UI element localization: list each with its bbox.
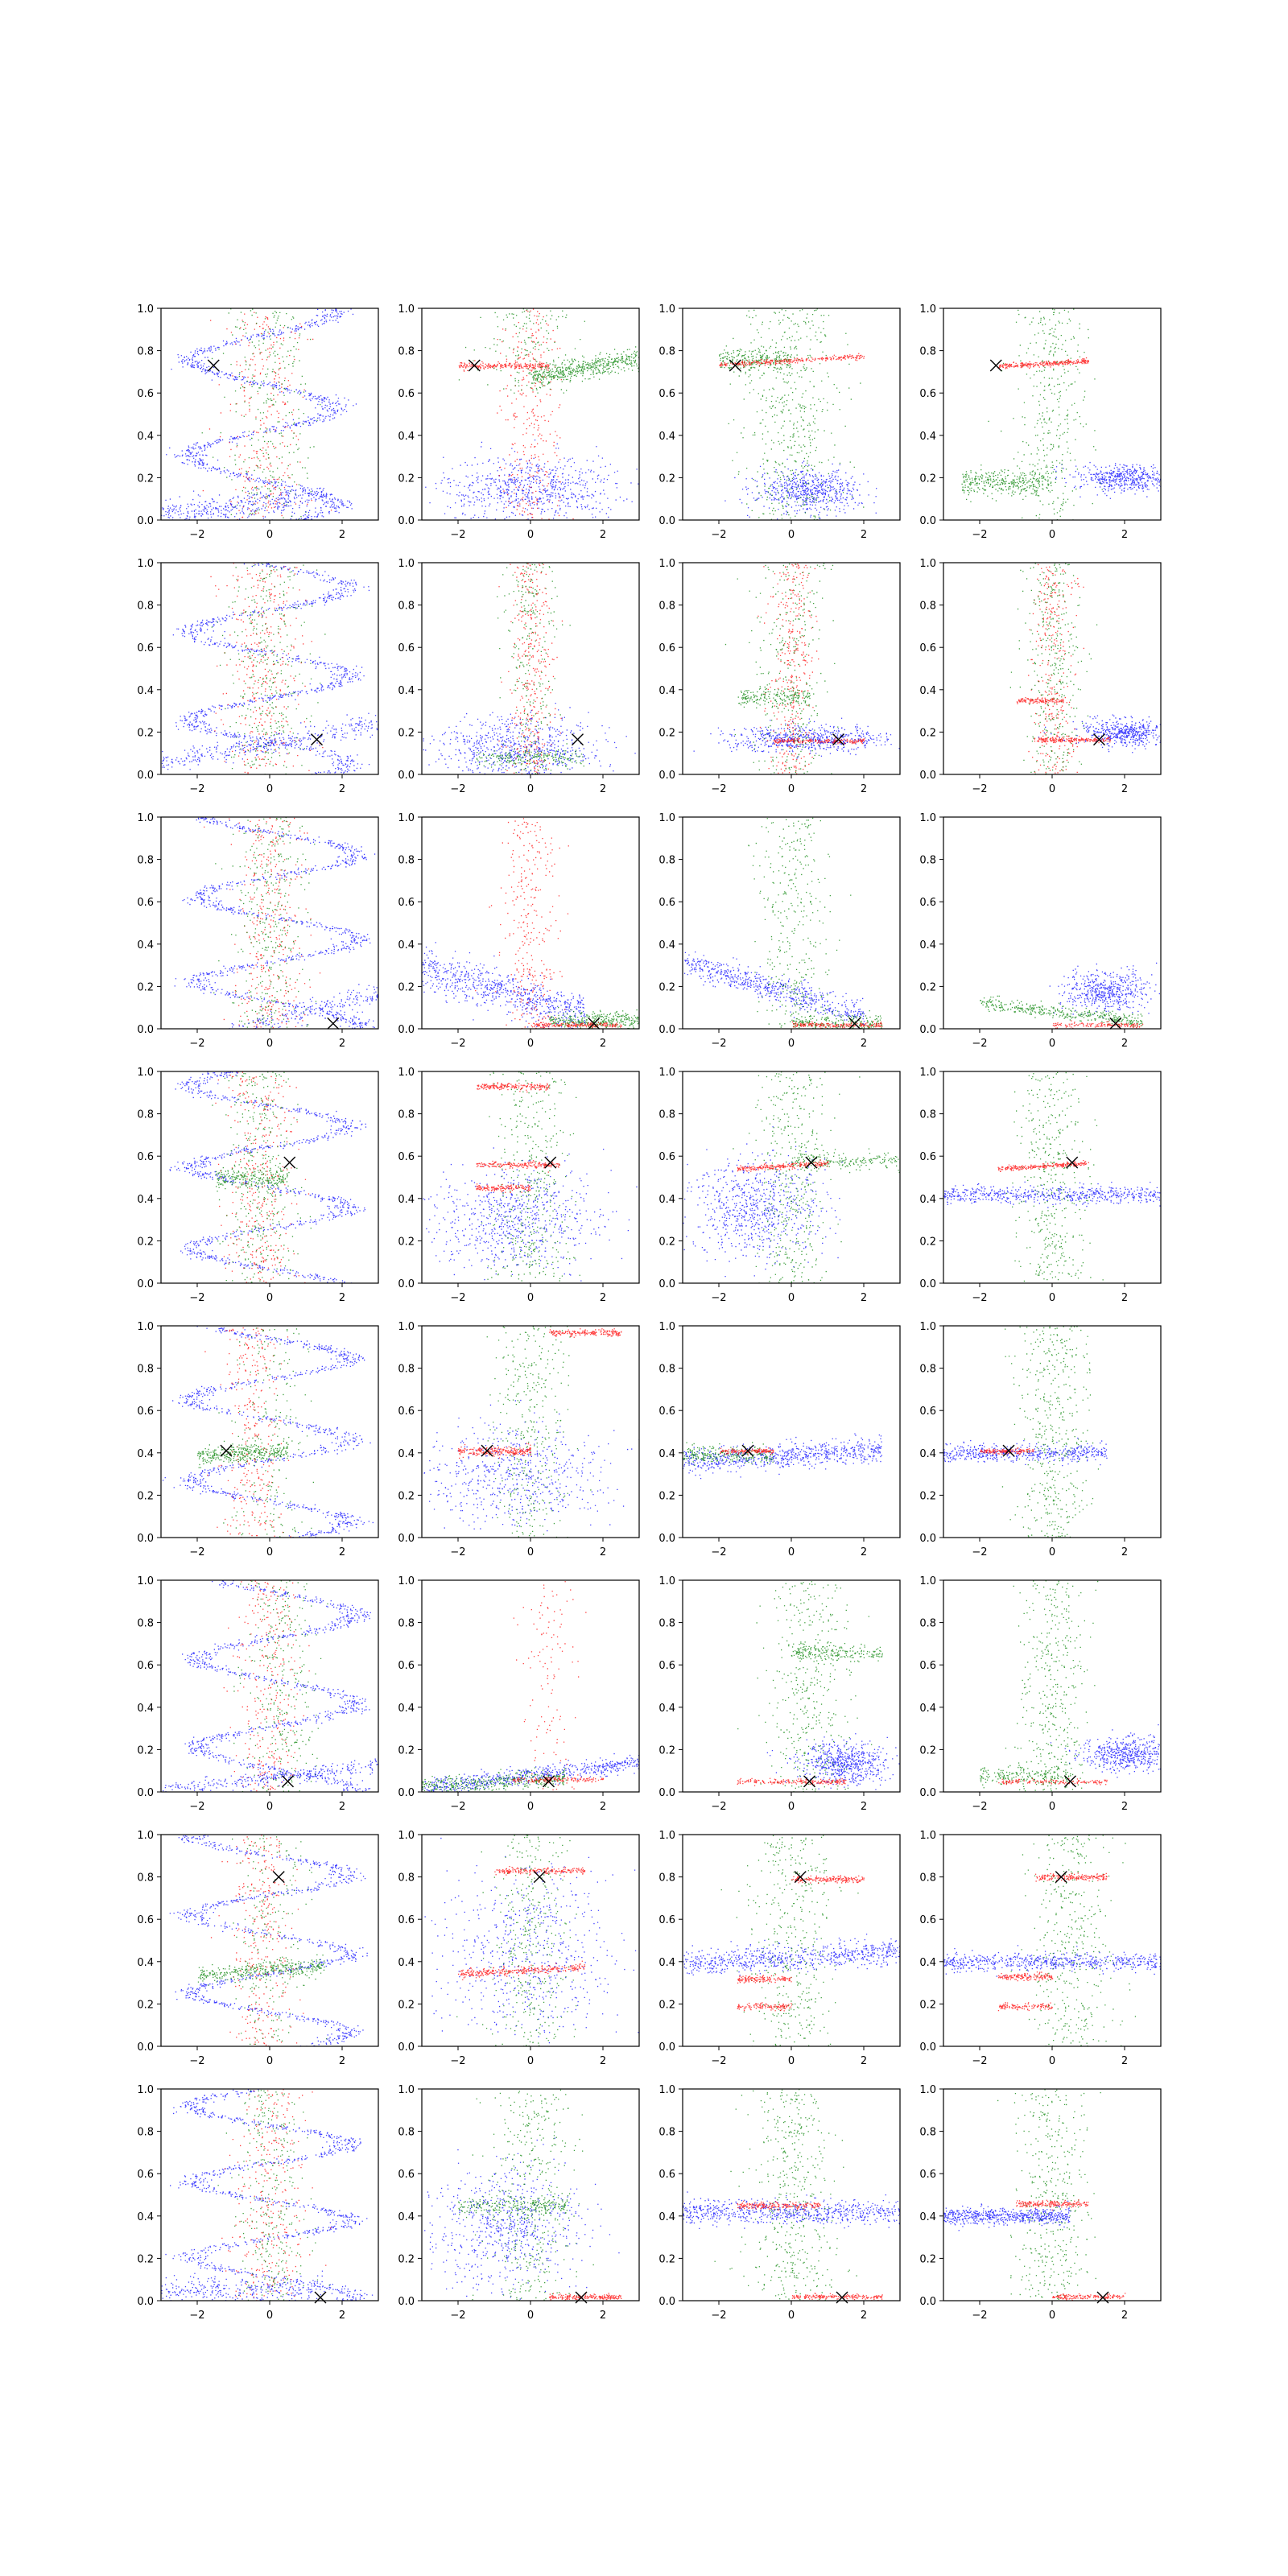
y-tick-label: 0.2 — [919, 727, 936, 740]
x-tick-label: 0 — [787, 783, 795, 795]
y-tick-label: 1.0 — [398, 2084, 415, 2096]
y-tick-label: 1.0 — [658, 1321, 675, 1333]
x-tick-label: −2 — [711, 1292, 727, 1304]
y-tick-label: 1.0 — [137, 2084, 154, 2096]
y-tick-label: 0.0 — [398, 1533, 415, 1545]
y-tick-label: 0.6 — [919, 1660, 936, 1673]
x-tick-label: 2 — [599, 783, 607, 795]
x-tick-label: 0 — [787, 529, 795, 541]
y-tick-label: 0.0 — [398, 770, 415, 782]
y-tick-label: 0.2 — [398, 1236, 415, 1249]
x-tick-label: 2 — [860, 1038, 868, 1050]
y-tick-label: 0.4 — [658, 684, 675, 697]
y-tick-label: 0.6 — [137, 1406, 154, 1418]
y-tick-label: 0.8 — [398, 1108, 415, 1121]
x-tick-label: 2 — [338, 2310, 346, 2322]
y-tick-label: 0.0 — [398, 2041, 415, 2054]
x-tick-label: 2 — [599, 1546, 607, 1558]
x-tick-label: 2 — [338, 1292, 346, 1304]
y-tick-label: 0.4 — [398, 939, 415, 952]
x-tick-label: −2 — [189, 1038, 205, 1050]
y-tick-label: 0.2 — [919, 2253, 936, 2266]
y-tick-label: 0.0 — [137, 1787, 154, 1799]
x-tick-label: 2 — [1121, 2055, 1129, 2067]
y-tick-label: 0.8 — [658, 2126, 675, 2139]
y-tick-label: 0.6 — [137, 1660, 154, 1673]
y-tick-label: 0.4 — [137, 430, 154, 443]
y-tick-label: 0.0 — [137, 515, 154, 527]
y-tick-label: 0.0 — [658, 515, 675, 527]
y-tick-label: 0.4 — [137, 1702, 154, 1715]
y-tick-label: 0.8 — [137, 2126, 154, 2139]
x-tick-label: −2 — [711, 2055, 727, 2067]
y-tick-label: 1.0 — [658, 812, 675, 824]
y-tick-label: 0.6 — [919, 1406, 936, 1418]
x-tick-label: 2 — [1121, 1292, 1129, 1304]
y-tick-label: 0.4 — [137, 939, 154, 952]
y-tick-label: 0.6 — [658, 1914, 675, 1927]
y-tick-label: 0.8 — [398, 1872, 415, 1885]
x-tick-label: 2 — [338, 1546, 346, 1558]
y-tick-label: 0.4 — [919, 1956, 936, 1969]
x-tick-label: 2 — [338, 529, 346, 541]
y-tick-label: 0.8 — [919, 600, 936, 613]
x-tick-label: 2 — [860, 1292, 868, 1304]
y-tick-label: 0.8 — [398, 345, 415, 358]
x-tick-label: −2 — [711, 1546, 727, 1558]
x-tick-label: 2 — [338, 2055, 346, 2067]
y-tick-label: 1.0 — [919, 812, 936, 824]
y-tick-label: 0.4 — [137, 1956, 154, 1969]
y-tick-label: 1.0 — [137, 1830, 154, 1842]
y-tick-label: 0.2 — [658, 727, 675, 740]
x-tick-label: 0 — [266, 1801, 274, 1813]
y-tick-label: 0.4 — [658, 430, 675, 443]
x-tick-label: 0 — [526, 783, 535, 795]
y-tick-label: 0.2 — [658, 1999, 675, 2012]
y-tick-label: 0.6 — [137, 897, 154, 910]
y-tick-label: 0.0 — [137, 2296, 154, 2308]
x-tick-label: 2 — [860, 2310, 868, 2322]
y-tick-label: 0.2 — [137, 1999, 154, 2012]
x-tick-label: 2 — [599, 2310, 607, 2322]
y-tick-label: 0.6 — [398, 897, 415, 910]
x-tick-label: 0 — [1048, 783, 1056, 795]
y-tick-label: 0.0 — [137, 1533, 154, 1545]
y-tick-label: 1.0 — [919, 2084, 936, 2096]
y-tick-label: 0.8 — [919, 854, 936, 867]
y-tick-label: 0.0 — [658, 1278, 675, 1290]
y-tick-label: 0.2 — [398, 473, 415, 485]
x-tick-label: 2 — [860, 1801, 868, 1813]
y-tick-label: 0.4 — [398, 684, 415, 697]
x-tick-label: 0 — [787, 1038, 795, 1050]
y-tick-label: 0.2 — [398, 2253, 415, 2266]
y-tick-label: 0.4 — [137, 1193, 154, 1206]
y-tick-label: 0.8 — [919, 1108, 936, 1121]
x-tick-label: 0 — [1048, 1292, 1056, 1304]
y-tick-label: 0.6 — [658, 388, 675, 401]
x-tick-label: 0 — [787, 1546, 795, 1558]
y-tick-label: 0.6 — [658, 642, 675, 655]
y-tick-label: 0.6 — [137, 388, 154, 401]
x-tick-label: −2 — [450, 2310, 466, 2322]
x-tick-label: −2 — [711, 1801, 727, 1813]
x-tick-label: −2 — [972, 529, 988, 541]
y-tick-label: 0.2 — [658, 473, 675, 485]
y-tick-label: 0.2 — [137, 1236, 154, 1249]
x-tick-label: 0 — [526, 1038, 535, 1050]
y-tick-label: 0.2 — [658, 1236, 675, 1249]
y-tick-label: 0.0 — [658, 1533, 675, 1545]
x-tick-label: 2 — [1121, 1546, 1129, 1558]
y-tick-label: 1.0 — [919, 1067, 936, 1079]
y-tick-label: 0.8 — [658, 1872, 675, 1885]
x-tick-label: 2 — [599, 1801, 607, 1813]
y-tick-label: 1.0 — [658, 1067, 675, 1079]
x-tick-label: −2 — [450, 529, 466, 541]
y-tick-label: 0.6 — [398, 388, 415, 401]
y-tick-label: 0.4 — [137, 1447, 154, 1460]
y-tick-label: 0.8 — [137, 1617, 154, 1630]
y-tick-label: 0.6 — [919, 642, 936, 655]
y-tick-label: 0.0 — [658, 2296, 675, 2308]
y-tick-label: 0.8 — [658, 1363, 675, 1376]
y-tick-label: 1.0 — [398, 1830, 415, 1842]
y-tick-label: 0.2 — [137, 981, 154, 994]
y-tick-label: 1.0 — [658, 1830, 675, 1842]
y-tick-label: 0.0 — [919, 1024, 936, 1036]
y-tick-label: 0.6 — [137, 2169, 154, 2182]
y-tick-label: 1.0 — [658, 558, 675, 570]
y-tick-label: 0.8 — [919, 1872, 936, 1885]
y-tick-label: 0.4 — [398, 430, 415, 443]
x-tick-label: 2 — [860, 529, 868, 541]
y-tick-label: 0.4 — [398, 2211, 415, 2223]
y-tick-label: 0.2 — [398, 1744, 415, 1757]
x-tick-label: −2 — [189, 529, 205, 541]
y-tick-label: 0.2 — [658, 981, 675, 994]
y-tick-label: 0.6 — [137, 642, 154, 655]
y-tick-label: 1.0 — [658, 1575, 675, 1587]
y-tick-label: 0.6 — [658, 1151, 675, 1164]
x-tick-label: −2 — [189, 2310, 205, 2322]
y-tick-label: 0.0 — [919, 770, 936, 782]
y-tick-label: 0.6 — [137, 1151, 154, 1164]
x-tick-label: 0 — [1048, 1801, 1056, 1813]
x-tick-label: −2 — [189, 1801, 205, 1813]
x-tick-label: 2 — [338, 783, 346, 795]
y-tick-label: 0.2 — [658, 1744, 675, 1757]
y-tick-label: 1.0 — [658, 303, 675, 316]
x-tick-label: 2 — [860, 2055, 868, 2067]
x-tick-label: 0 — [1048, 529, 1056, 541]
x-tick-label: 0 — [1048, 2310, 1056, 2322]
y-tick-label: 1.0 — [919, 1321, 936, 1333]
y-tick-label: 0.8 — [137, 854, 154, 867]
y-tick-label: 0.4 — [658, 939, 675, 952]
y-tick-label: 0.0 — [658, 1024, 675, 1036]
y-tick-label: 0.6 — [398, 2169, 415, 2182]
y-tick-label: 0.0 — [658, 1787, 675, 1799]
y-tick-label: 0.8 — [658, 1617, 675, 1630]
y-tick-label: 1.0 — [398, 558, 415, 570]
x-tick-label: −2 — [189, 1546, 205, 1558]
y-tick-label: 0.4 — [919, 1193, 936, 1206]
y-tick-label: 0.4 — [137, 684, 154, 697]
y-tick-label: 1.0 — [137, 1575, 154, 1587]
y-tick-label: 0.0 — [919, 1533, 936, 1545]
y-tick-label: 0.0 — [398, 2296, 415, 2308]
x-tick-label: 2 — [1121, 1801, 1129, 1813]
x-tick-label: −2 — [189, 2055, 205, 2067]
x-tick-label: 2 — [1121, 529, 1129, 541]
y-tick-label: 0.8 — [919, 1363, 936, 1376]
y-tick-label: 1.0 — [137, 303, 154, 316]
y-tick-label: 0.4 — [919, 2211, 936, 2223]
y-tick-label: 0.4 — [398, 1447, 415, 1460]
y-tick-label: 0.8 — [137, 1872, 154, 1885]
y-tick-label: 0.0 — [658, 770, 675, 782]
y-tick-label: 0.6 — [658, 2169, 675, 2182]
y-tick-label: 1.0 — [137, 812, 154, 824]
y-tick-label: 0.0 — [137, 2041, 154, 2054]
y-tick-label: 1.0 — [398, 303, 415, 316]
x-tick-label: 0 — [526, 2310, 535, 2322]
y-tick-label: 0.4 — [398, 1702, 415, 1715]
y-tick-label: 1.0 — [658, 2084, 675, 2096]
y-tick-label: 0.2 — [137, 1744, 154, 1757]
y-tick-label: 1.0 — [919, 303, 936, 316]
y-tick-label: 0.8 — [919, 345, 936, 358]
x-tick-label: −2 — [972, 1801, 988, 1813]
y-tick-label: 0.0 — [398, 1787, 415, 1799]
x-tick-label: 2 — [1121, 783, 1129, 795]
y-tick-label: 0.4 — [658, 1193, 675, 1206]
x-tick-label: 2 — [338, 1801, 346, 1813]
x-tick-label: −2 — [711, 529, 727, 541]
y-tick-label: 0.4 — [398, 1956, 415, 1969]
x-tick-label: 2 — [599, 529, 607, 541]
x-tick-label: −2 — [711, 2310, 727, 2322]
x-tick-label: −2 — [972, 1038, 988, 1050]
y-tick-label: 0.2 — [137, 473, 154, 485]
y-tick-label: 0.8 — [658, 1108, 675, 1121]
y-tick-label: 1.0 — [137, 558, 154, 570]
y-tick-label: 0.2 — [919, 473, 936, 485]
x-tick-label: −2 — [972, 1292, 988, 1304]
x-tick-label: −2 — [972, 783, 988, 795]
x-tick-label: −2 — [972, 2310, 988, 2322]
y-tick-label: 1.0 — [919, 558, 936, 570]
y-tick-label: 0.2 — [137, 1490, 154, 1503]
y-tick-label: 0.2 — [658, 1490, 675, 1503]
y-tick-label: 0.8 — [398, 1363, 415, 1376]
y-tick-label: 0.0 — [919, 515, 936, 527]
y-tick-label: 0.6 — [919, 1914, 936, 1927]
x-tick-label: 0 — [526, 529, 535, 541]
x-tick-label: 0 — [266, 783, 274, 795]
x-tick-label: −2 — [972, 1546, 988, 1558]
x-tick-label: 2 — [1121, 1038, 1129, 1050]
y-tick-label: 1.0 — [398, 1321, 415, 1333]
x-tick-label: 0 — [266, 1292, 274, 1304]
y-tick-label: 0.2 — [398, 1490, 415, 1503]
y-tick-label: 0.6 — [919, 897, 936, 910]
x-tick-label: 0 — [787, 1292, 795, 1304]
y-tick-label: 0.2 — [919, 981, 936, 994]
y-tick-label: 0.4 — [137, 2211, 154, 2223]
x-tick-label: −2 — [189, 1292, 205, 1304]
y-tick-label: 0.6 — [398, 1660, 415, 1673]
y-tick-label: 0.4 — [919, 1447, 936, 1460]
y-tick-label: 0.4 — [919, 1702, 936, 1715]
y-tick-label: 0.6 — [137, 1914, 154, 1927]
y-tick-label: 0.8 — [137, 1108, 154, 1121]
y-tick-label: 0.0 — [919, 1278, 936, 1290]
y-tick-label: 0.8 — [398, 600, 415, 613]
y-tick-label: 0.0 — [398, 1024, 415, 1036]
y-tick-label: 0.4 — [919, 939, 936, 952]
x-tick-label: 0 — [526, 1546, 535, 1558]
x-tick-label: −2 — [450, 1038, 466, 1050]
x-tick-label: 2 — [599, 2055, 607, 2067]
y-tick-label: 0.8 — [137, 600, 154, 613]
y-tick-label: 0.6 — [919, 2169, 936, 2182]
y-tick-label: 0.4 — [398, 1193, 415, 1206]
x-tick-label: 0 — [787, 2310, 795, 2322]
y-tick-label: 0.8 — [919, 1617, 936, 1630]
y-tick-label: 1.0 — [919, 1575, 936, 1587]
y-tick-label: 0.2 — [137, 2253, 154, 2266]
y-tick-label: 1.0 — [137, 1321, 154, 1333]
y-tick-label: 0.4 — [919, 430, 936, 443]
x-tick-label: 0 — [266, 1546, 274, 1558]
x-tick-label: 0 — [1048, 1546, 1056, 1558]
y-tick-label: 0.0 — [398, 515, 415, 527]
y-tick-label: 0.4 — [919, 684, 936, 697]
x-tick-label: 2 — [338, 1038, 346, 1050]
y-tick-label: 0.2 — [919, 1744, 936, 1757]
y-tick-label: 0.2 — [398, 727, 415, 740]
x-tick-label: −2 — [711, 783, 727, 795]
y-tick-label: 0.6 — [658, 1660, 675, 1673]
y-tick-label: 0.8 — [658, 854, 675, 867]
y-tick-label: 0.4 — [658, 1702, 675, 1715]
x-tick-label: −2 — [450, 783, 466, 795]
x-tick-label: 2 — [860, 783, 868, 795]
y-tick-label: 1.0 — [398, 1575, 415, 1587]
x-tick-label: 0 — [266, 1038, 274, 1050]
y-tick-label: 0.8 — [658, 345, 675, 358]
x-tick-label: −2 — [450, 2055, 466, 2067]
y-tick-label: 0.0 — [137, 1278, 154, 1290]
y-tick-label: 0.0 — [919, 1787, 936, 1799]
x-tick-label: 2 — [1121, 2310, 1129, 2322]
x-tick-label: 0 — [1048, 1038, 1056, 1050]
y-tick-label: 0.0 — [919, 2041, 936, 2054]
x-tick-label: −2 — [711, 1038, 727, 1050]
x-tick-label: −2 — [450, 1546, 466, 1558]
y-tick-label: 0.0 — [919, 2296, 936, 2308]
y-tick-label: 0.8 — [919, 2126, 936, 2139]
y-tick-label: 0.6 — [398, 642, 415, 655]
x-tick-label: 0 — [526, 1292, 535, 1304]
y-tick-label: 1.0 — [398, 1067, 415, 1079]
y-tick-label: 0.0 — [137, 1024, 154, 1036]
x-tick-label: 0 — [526, 2055, 535, 2067]
y-tick-label: 0.4 — [658, 1956, 675, 1969]
x-tick-label: −2 — [972, 2055, 988, 2067]
y-tick-label: 0.2 — [137, 727, 154, 740]
y-tick-label: 0.6 — [658, 1406, 675, 1418]
x-tick-label: 0 — [787, 1801, 795, 1813]
y-tick-label: 0.8 — [658, 600, 675, 613]
y-tick-label: 0.6 — [658, 897, 675, 910]
y-tick-label: 0.6 — [919, 388, 936, 401]
y-tick-label: 0.8 — [398, 2126, 415, 2139]
y-tick-label: 0.8 — [398, 1617, 415, 1630]
x-tick-label: 2 — [599, 1292, 607, 1304]
x-tick-label: −2 — [450, 1292, 466, 1304]
x-tick-label: 0 — [266, 2310, 274, 2322]
y-tick-label: 0.8 — [398, 854, 415, 867]
y-tick-label: 1.0 — [398, 812, 415, 824]
y-tick-label: 0.8 — [137, 345, 154, 358]
y-tick-label: 0.0 — [658, 2041, 675, 2054]
y-tick-label: 1.0 — [137, 1067, 154, 1079]
y-tick-label: 0.2 — [398, 1999, 415, 2012]
y-tick-label: 0.0 — [398, 1278, 415, 1290]
x-tick-label: 0 — [1048, 2055, 1056, 2067]
y-tick-label: 0.4 — [658, 1447, 675, 1460]
x-tick-label: 2 — [599, 1038, 607, 1050]
y-tick-label: 0.2 — [398, 981, 415, 994]
x-tick-label: 0 — [266, 529, 274, 541]
y-tick-label: 0.6 — [398, 1914, 415, 1927]
y-tick-label: 1.0 — [919, 1830, 936, 1842]
y-tick-label: 0.8 — [137, 1363, 154, 1376]
x-tick-label: −2 — [450, 1801, 466, 1813]
y-tick-label: 0.6 — [398, 1406, 415, 1418]
x-tick-label: 0 — [787, 2055, 795, 2067]
y-tick-label: 0.6 — [398, 1151, 415, 1164]
x-tick-label: 0 — [266, 2055, 274, 2067]
x-tick-label: −2 — [189, 783, 205, 795]
y-tick-label: 0.4 — [658, 2211, 675, 2223]
y-tick-label: 0.2 — [919, 1999, 936, 2012]
y-tick-label: 0.2 — [919, 1236, 936, 1249]
x-tick-label: 2 — [860, 1546, 868, 1558]
y-tick-label: 0.0 — [137, 770, 154, 782]
y-tick-label: 0.6 — [919, 1151, 936, 1164]
y-tick-label: 0.2 — [919, 1490, 936, 1503]
y-tick-label: 0.2 — [658, 2253, 675, 2266]
x-tick-label: 0 — [526, 1801, 535, 1813]
